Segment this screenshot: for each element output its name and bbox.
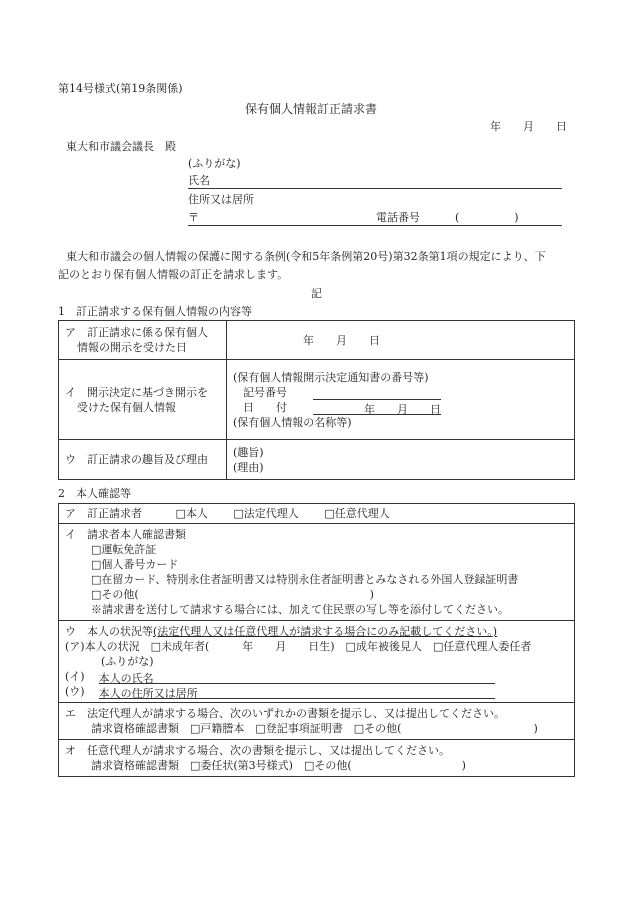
voluntary-agent-docs[interactable]: 請求資格確認書類 □委任状(第3号様式) □その他( ) [91, 759, 466, 772]
person-address-field[interactable]: 本人の住所又は居所 [99, 686, 495, 699]
id-note: ※請求書を送付して請求する場合には、加えて住民票の写し等を添付してください。 [91, 603, 509, 616]
phone-label: 電話番号 [376, 211, 420, 224]
checkbox-license[interactable]: □運転免許証 [91, 543, 157, 556]
checkbox-other-id[interactable]: □その他( ) [91, 588, 374, 601]
page-title: 保有個人情報訂正請求書 [245, 102, 378, 116]
checkbox-legal-agent[interactable]: □法定代理人 [233, 507, 299, 520]
row-i-value[interactable]: (保有個人情報開示決定通知書の番号等) 記号番号 日 付 年 月 日 (保有個人情報の名称等) [227, 360, 575, 440]
postal-mark: 〒 [188, 211, 199, 224]
row-2i: イ 請求者本人確認書類 □運転免許証 □個人番号カード □在留カード、特別永住者証明書又は特別永住者証明書とみなされる外国人登録証明書 □その他( ) ※請求書を送付して請求する場合には、加えて住民票の写し等を添付してください。 [59, 524, 575, 621]
form-number: 第14号様式(第19条関係) [58, 82, 183, 95]
applicant-address-label: 住所又は居所 [188, 193, 254, 206]
checkbox-mynumber[interactable]: □個人番号カード [91, 558, 179, 571]
row-i-label: イ 開示決定に基づき開示を 受けた保有個人情報 [59, 360, 227, 440]
phone-parens: ( ) [455, 211, 519, 224]
applicant-address-field[interactable] [188, 225, 562, 226]
ki-mark: 記 [311, 287, 322, 300]
applicant-name-label: 氏名 [188, 174, 210, 187]
row-u-value[interactable]: (趣旨) (理由) [227, 440, 575, 480]
row-2e: エ 法定代理人が請求する場合、次のいずれかの書類を提示し、又は提出してください。 請求資格確認書類 □戸籍謄本 □登記事項証明書 □その他( ) [59, 703, 575, 740]
section1-heading: 1 訂正請求する保有個人情報の内容等 [58, 305, 252, 318]
row-2a: ア 訂正請求者 □本人 □法定代理人 □任意代理人 [59, 504, 575, 524]
row-a-value[interactable]: 年 月 日 [227, 321, 575, 360]
section2-heading: 2 本人確認等 [58, 487, 131, 500]
person-name-field[interactable]: 本人の氏名 [99, 671, 495, 684]
section1-table [58, 320, 575, 480]
applicant-furigana: (ふりがな) [188, 157, 241, 170]
body-text-2: 記のとおり保有個人情報の訂正を請求します。 [58, 268, 289, 281]
checkbox-residence-card[interactable]: □在留カード、特別永住者証明書又は特別永住者証明書とみなされる外国人登録証明書 [91, 573, 519, 586]
applicant-name-field[interactable] [188, 188, 562, 189]
addressee: 東大和市議会議長 殿 [66, 140, 176, 153]
date-line: 年 月 日 [490, 120, 567, 133]
row-2u: ウ 本人の状況等(法定代理人又は任意代理人が請求する場合にのみ記載してください。) (ア)本人の状況 □未成年者( 年 月 日生) □成年被後見人 □任意代理人委任者 (ふりがな) (イ) 本人の氏名 (ウ) 本人の住所又は居所 [59, 621, 575, 703]
row-a-label: ア 訂正請求に係る保有個人 情報の開示を受けた日 [59, 321, 227, 360]
date-field[interactable]: 年 月 日 [313, 402, 441, 415]
row-u-label: ウ 訂正請求の趣旨及び理由 [59, 440, 227, 480]
body-text-1: 東大和市議会の個人情報の保護に関する条例(令和5年条例第20号)第32条第1項の規定により、下 [66, 250, 546, 263]
row-2o: オ 任意代理人が請求する場合、次の書類を提示し、又は提出してください。 請求資格確認書類 □委任状(第3号様式) □その他( ) [59, 740, 575, 777]
checkbox-voluntary-agent[interactable]: □任意代理人 [324, 507, 390, 520]
checkbox-self[interactable]: □本人 [175, 507, 208, 520]
legal-agent-docs[interactable]: 請求資格確認書類 □戸籍謄本 □登記事項証明書 □その他( ) [91, 722, 538, 735]
record-number-field[interactable] [313, 387, 441, 400]
section2-table [58, 503, 575, 777]
person-status[interactable]: (ア)本人の状況 □未成年者( 年 月 日生) □成年被後見人 □任意代理人委任者 [65, 640, 532, 653]
